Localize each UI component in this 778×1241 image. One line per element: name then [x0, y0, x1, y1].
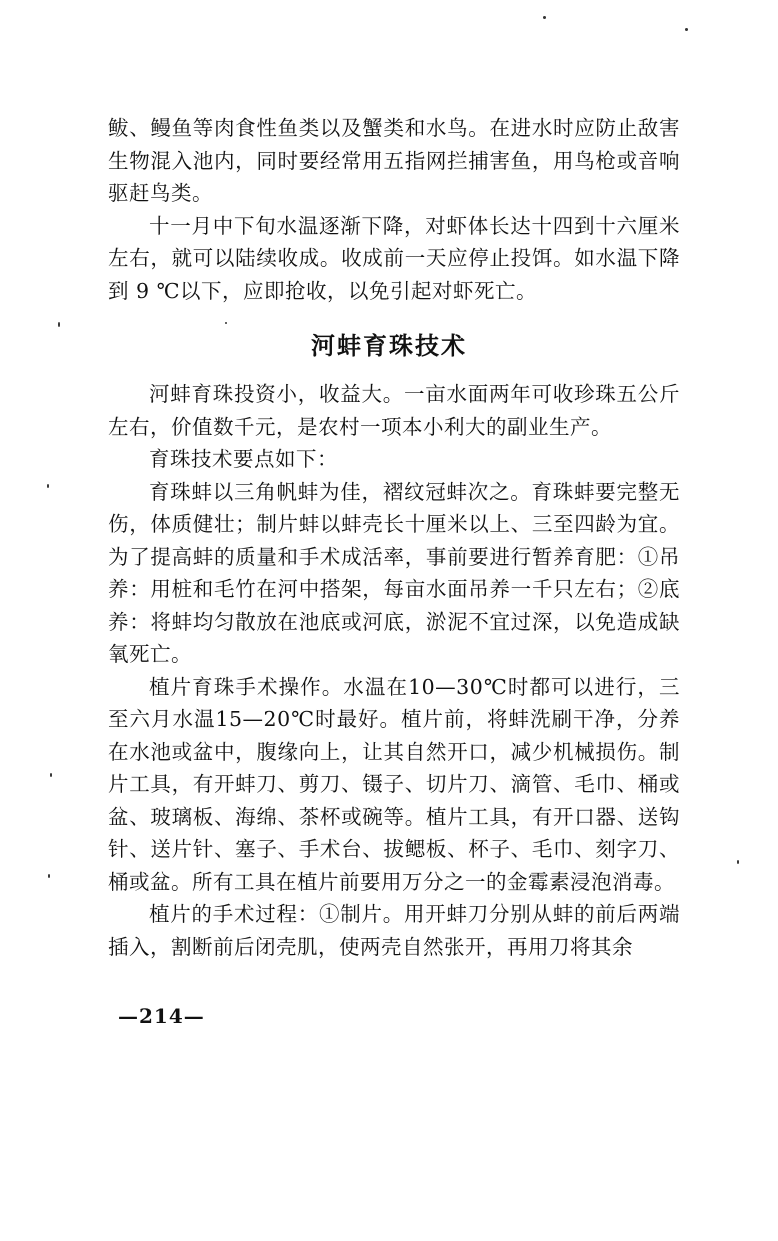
section-title: 河蚌育珠技术: [311, 332, 467, 360]
scan-speck: [58, 322, 60, 327]
scan-speck: [737, 860, 739, 864]
page-number: —214—: [118, 1004, 205, 1028]
scan-speck: [543, 16, 546, 19]
paragraph-intro: 河蚌育珠投资小，收益大。一亩水面两年可收珍珠五公斤左右，价值数千元，是农村一项本小利大的副业生产。: [108, 382, 680, 439]
paragraph-surgery-operation: 植片育珠手术操作。水温在10—30℃时都可以进行，三至六月水温15—20℃时最好。植片前，将蚌洗刷干净，分养在水池或盆中，腹缘向上，让其自然开口，减少机械损伤。制片工具，有开蚌刀、剪刀、镊子、切片刀、滴管、毛巾、桶或盆、玻璃板、海绵、茶杯或碗等。植片工具，有开口器、送钩针、送片针、塞子、手术台、拔鳃板、杯子、毛巾、刻字刀、桶或盆。所有工具在植片前要用万分之一的金霉素浸泡消毒。: [108, 674, 680, 894]
paragraph-harvest: 十一月中下旬水温逐渐下降，对虾体长达十四到十六厘米左右，就可以陆续收成。收成前一天应停止投饵。如水温下降到 9 ℃以下，应即抢收，以免引起对虾死亡。: [108, 213, 680, 303]
scan-speck: [50, 773, 52, 777]
paragraph-surgery-process: 植片的手术过程：①制片。用开蚌刀分别从蚌的前后两端插入，割断前后闭壳肌，使两壳自然张开，再用刀将其余: [108, 902, 680, 959]
top-text-block: [108, 112, 680, 307]
section-text-block: [108, 378, 680, 963]
scan-speck: [47, 484, 49, 488]
paragraph-mussel-selection: 育珠蚌以三角帆蚌为佳，褶纹冠蚌次之。育珠蚌要完整无伤，体质健壮；制片蚌以蚌壳长十厘米以上、三至四龄为宜。为了提高蚌的质量和手术成活率，事前要进行暂养育肥：①吊养：用桩和毛竹在河中搭架，每亩水面吊养一千只左右；②底养：将蚌均匀散放在池底或河底，淤泥不宜过深，以免造成缺氧死亡。: [108, 479, 680, 666]
scan-speck: [225, 322, 227, 324]
paragraph-predators: 鲅、鳗鱼等肉食性鱼类以及蟹类和水鸟。在进水时应防止敌害生物混入池内，同时要经常用五指网拦捕害鱼，用鸟枪或音响驱赶鸟类。: [108, 116, 680, 205]
scan-speck: [685, 28, 688, 31]
scan-speck: [48, 874, 50, 878]
paragraph-key-points: 育珠技术要点如下：: [149, 447, 338, 471]
